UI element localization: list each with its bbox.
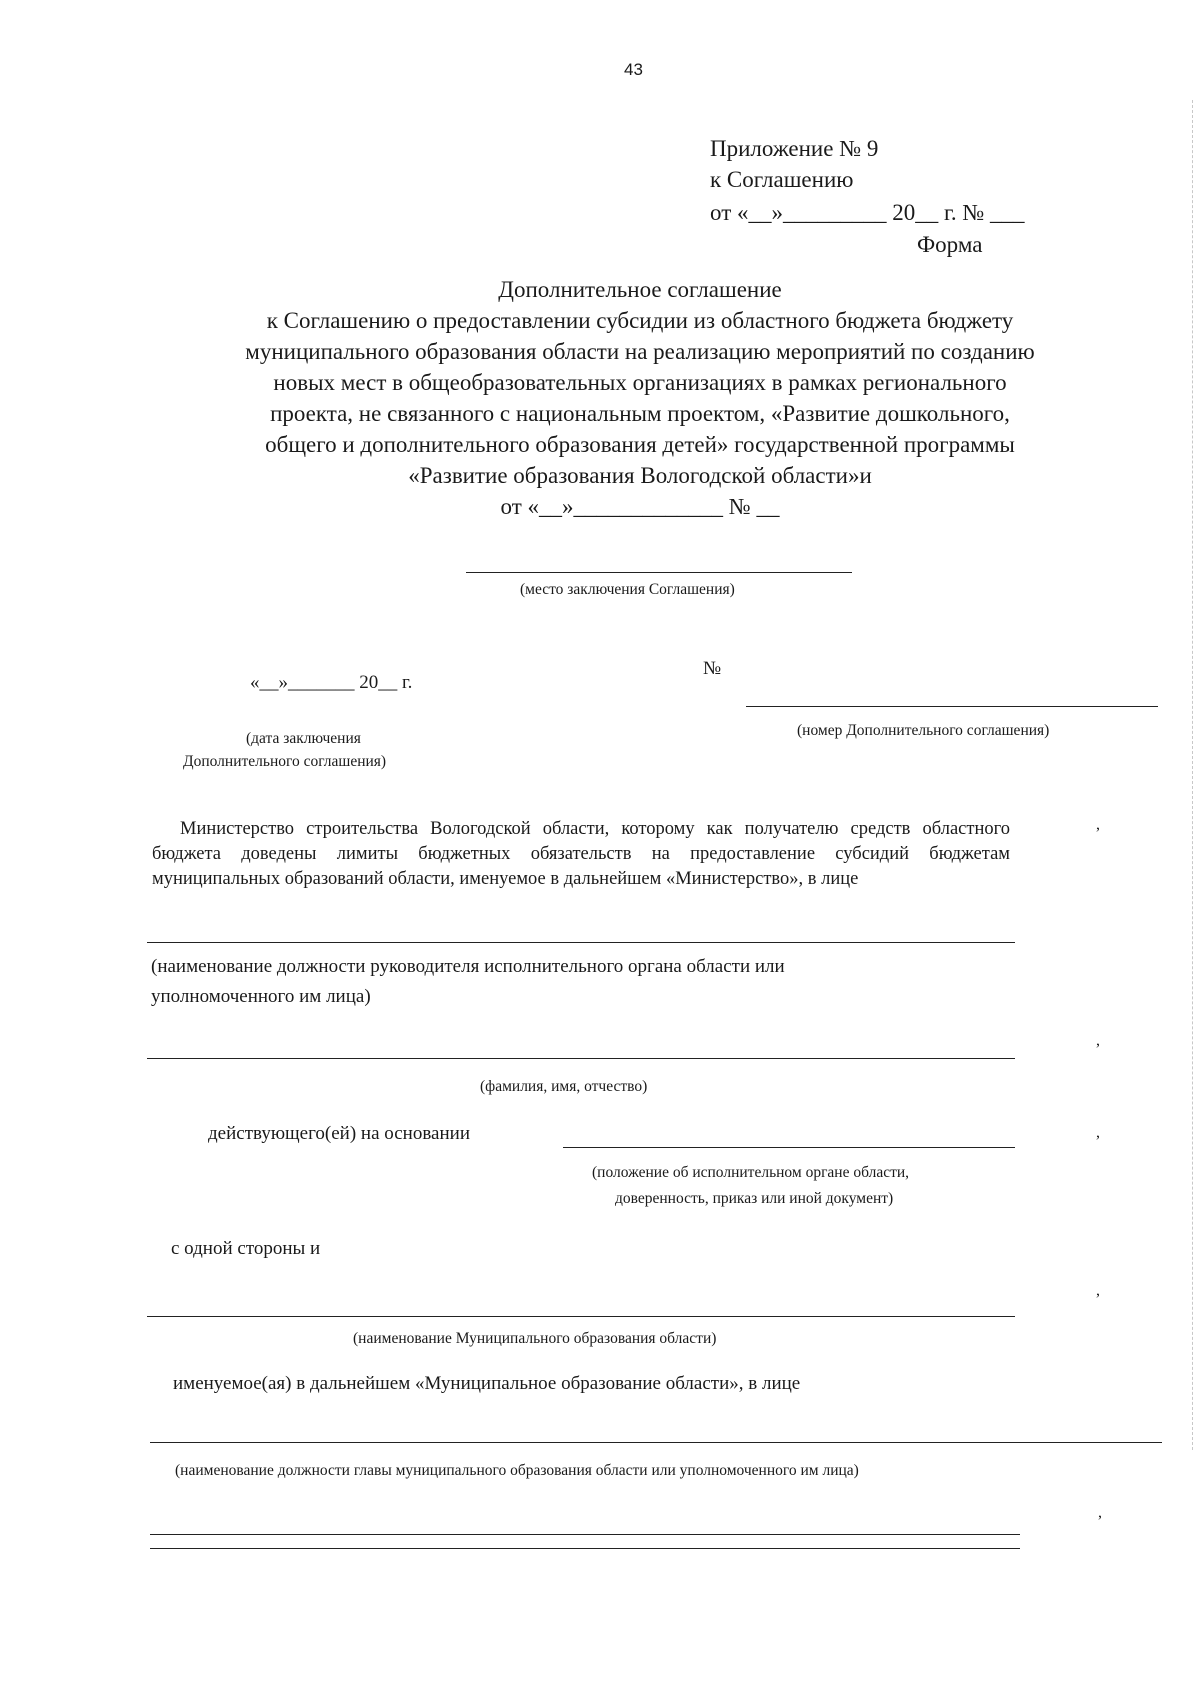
basis-field-line[interactable]: [563, 1147, 1015, 1148]
position-caption: уполномоченного им лица): [151, 986, 371, 1007]
ministry-paragraph: Министерство строительства Вологодской области, которому как получателю средств областного бюджета доведены лимиты бюджетных обязательств на предоставление субсидий бюджетам муниципальных образований области, именуемое в дальнейшем «Министерство», в лице: [152, 819, 1010, 889]
appendix-agreement-ref: к Соглашению: [710, 167, 854, 192]
title-line: проекта, не связанного с национальным проектом, «Развитие дошкольного,: [270, 401, 1010, 426]
date-caption: (дата заключения: [246, 730, 361, 747]
comma: ,: [1096, 816, 1100, 833]
acting-basis-label: действующего(ей) на основании: [208, 1123, 470, 1144]
appendix-title: Приложение № 9: [710, 136, 879, 161]
title-line: от «__»_____________ № __: [500, 494, 780, 519]
one-side-label: с одной стороны и: [171, 1238, 321, 1259]
comma: ,: [1096, 1282, 1100, 1299]
appendix-date-number: от «__»_________ 20__ г. № ___: [710, 200, 1025, 225]
fio-caption: (фамилия, имя, отчество): [480, 1078, 648, 1095]
comma: ,: [1096, 1032, 1100, 1049]
title-line: к Соглашению о предоставлении субсидии из областного бюджета бюджету: [266, 308, 1014, 333]
position-field-line[interactable]: [147, 942, 1015, 943]
title-line: новых мест в общеобразовательных организациях в рамках регионального: [273, 370, 1007, 395]
head-caption: (наименование должности главы муниципального образования области или уполномоченного им лица): [175, 1462, 859, 1479]
place-field-line[interactable]: [466, 572, 852, 573]
title-line: общего и дополнительного образования детей» государственной программы: [265, 432, 1015, 457]
municipality-caption: (наименование Муниципального образования области): [353, 1330, 717, 1347]
basis-caption: (положение об исполнительном органе области,: [592, 1164, 910, 1181]
document-title: [150, 274, 1130, 522]
comma: ,: [1096, 1124, 1100, 1141]
municipality-field-line[interactable]: [147, 1316, 1015, 1317]
place-caption: (место заключения Соглашения): [520, 581, 735, 598]
date-field[interactable]: «__»_______ 20__ г.: [250, 672, 413, 693]
municipality-named-text: именуемое(ая) в дальнейшем «Муниципальное образование области», в лице: [173, 1373, 801, 1394]
title-line: «Развитие образования Вологодской области»и: [408, 463, 872, 488]
scan-edge-mark: [1192, 100, 1193, 1450]
position-caption: (наименование должности руководителя исполнительного органа области или: [151, 956, 785, 977]
date-caption: Дополнительного соглашения): [183, 753, 387, 770]
head-name-field-line[interactable]: [150, 1534, 1020, 1535]
number-sign: №: [703, 658, 722, 679]
basis-caption: доверенность, приказ или иной документ): [615, 1190, 894, 1207]
comma: ,: [1098, 1504, 1102, 1521]
number-field-line[interactable]: [746, 706, 1158, 707]
fio-field-line[interactable]: [147, 1058, 1015, 1059]
page-number: 43: [624, 60, 643, 79]
title-line: Дополнительное соглашение: [498, 277, 782, 302]
head-position-field-line[interactable]: [150, 1442, 1162, 1443]
title-line: муниципального образования области на реализацию мероприятий по созданию: [245, 339, 1035, 364]
form-label: Форма: [917, 232, 983, 257]
number-caption: (номер Дополнительного соглашения): [797, 722, 1050, 739]
lower-field-line[interactable]: [150, 1548, 1020, 1549]
